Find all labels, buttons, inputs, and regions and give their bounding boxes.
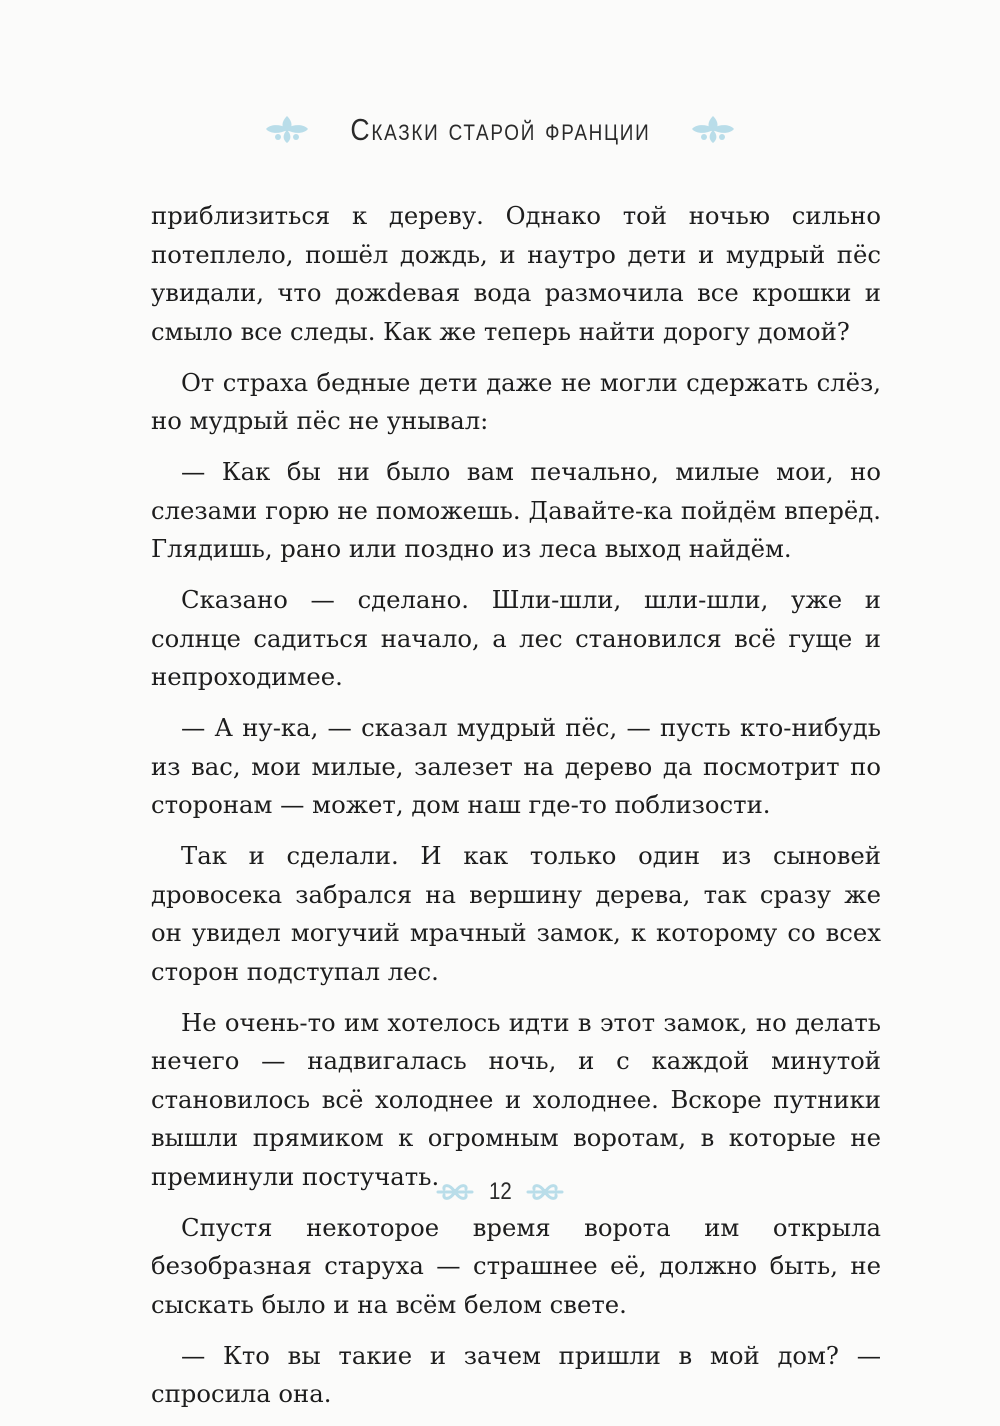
dialogue-paragraph: — А ну-ка, — сказал мудрый пёс, — пусть кто-нибудь из вас, мои милые, залезет на дерево да посмотрит по сторонам — может, дом наш где-то поблизости.: [151, 713, 881, 819]
paragraph: От страха бедные дети даже не могли сдержать слёз, но мудрый пёс не унывал:: [151, 367, 881, 435]
scroll-ornament-icon: [435, 1181, 475, 1203]
dialogue-paragraph: — Кто вы такие и зачем пришли в мой дом? — спросила она.: [151, 1340, 881, 1408]
running-title: Сказки старой франции: [349, 111, 650, 147]
story-text: [151, 197, 881, 1426]
dialogue-paragraph: — Как бы ни было вам печально, милые мои, но слезами горю не поможешь. Давайте-ка пойдём вперёд. Глядишь, рано или поздно из леса выход найдём.: [151, 457, 881, 563]
scroll-ornament-icon: [525, 1181, 565, 1203]
paragraph: Сказано — сделано. Шли-шли, шли-шли, уже и солнце садиться начало, а лес становился всё гуще и непроходимее.: [151, 585, 881, 691]
paragraph: Так и сделали. И как только один из сыновей дровосека забрался на вершину дерева, так сразу же он увидел могучий мрачный замок, к которому со всех сторон подступал лес.: [151, 841, 881, 986]
fleur-de-lis-ornament-icon: [264, 114, 310, 144]
fleur-de-lis-ornament-icon: [690, 114, 736, 144]
paragraph: приблизиться к дереву. Однако той ночью сильно потеплело, пошёл дождь, и наутро дети и мудрый пёс увидали, что дожdевая вода размочила все крошки и смыло все следы. Как же теперь найти дорогу домой?: [151, 201, 881, 346]
paragraph: Спустя некоторое время ворота им открыла безобразная старуха — страшнее её, должно быть, не сыскать было и на всём белом свете.: [151, 1212, 881, 1319]
running-header: [0, 100, 1000, 158]
page-number: 12: [488, 1178, 512, 1205]
page-footer: [0, 1172, 1000, 1212]
paragraph: Не очень-то им хотелось идти в этот замок, но делать нечего — надвигалась ночь, и с каждой минутой становилось всё холоднее и холоднее. Вскоре путники вышли прямиком к огромным воротам, в которые не преминули постучать.: [151, 1007, 881, 1191]
